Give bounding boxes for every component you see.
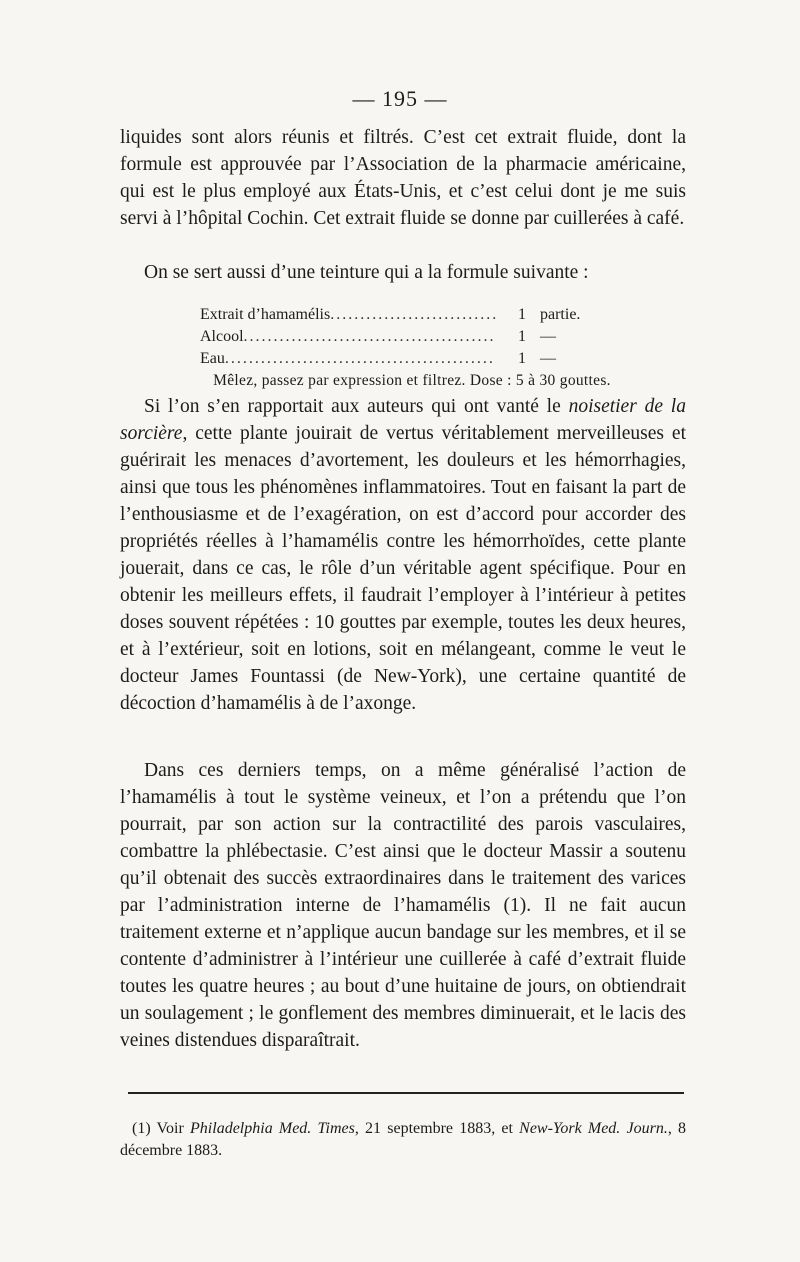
footnote-marker: (1) Voir bbox=[132, 1120, 191, 1137]
paragraph-rest: , cette plante jouirait de vertus véritablement merveilleuses et guérirait les menaces d’avortement, les douleurs et les hémorrhagies, ainsi que tous les phénomènes inflammatoires. Tout en faisant la part de l’enthousiasme et de l’exagération, on est d’accord pour accorder des propriétés réelles à l’hamamélis contre les hémorrhoïdes, cette plante jouerait, dans ce cas, le rôle d’un véritable agent spécifique. Pour en obtenir les meilleurs effets, il faudrait l’employer à l’intérieur à petites doses souvent répétées : 10 gouttes par exemple, toutes les deux heures, et à l’extérieur, soit en lotions, soit en mélangeant, comme le veut le docteur James Fountassi (de New-York), une certaine quantité de décoction d’hamamélis à de l’axonge. bbox=[120, 423, 686, 714]
paragraph-hamamelis-virtues bbox=[120, 393, 686, 717]
recipe-note: Mêlez, passez par expression et filtrez. Dose : 5 à 30 gouttes. bbox=[213, 372, 611, 389]
paragraph-text: liquides sont alors réunis et filtrés. C’est cet extrait fluide, dont la formule est approuvée par l’Association de la pharmacie américaine, qui est le plus employé aux États-Unis, et c’est celui dont je me suis servi à l’hôpital Cochin. Cet extrait fluide se donne par cuillerées à café. bbox=[120, 127, 686, 229]
footnote-journal-1: Philadelphia Med. Times bbox=[190, 1120, 355, 1137]
ingredient-unit: — bbox=[540, 350, 556, 367]
ingredient-unit: — bbox=[540, 328, 556, 345]
footnote-divider bbox=[128, 1092, 684, 1094]
ingredient-qty: 1 bbox=[518, 350, 526, 367]
recipe-row bbox=[200, 304, 620, 326]
ingredient-qty: 1 bbox=[518, 328, 526, 345]
page-number: — 195 — bbox=[352, 86, 448, 111]
paragraph-text: Dans ces derniers temps, on a même généralisé l’action de l’hamamélis à tout le système veineux, et l’on a prétendu que l’on pourrait, par son action sur la contractilité des parois vasculaires, combattre la phlébectasie. C’est ainsi que le docteur Massir a soutenu qu’il obtenait des succès extraordinaires dans le traitement des varices par l’administration interne de l’hamamélis (1). Il ne fait aucun traitement externe et n’applique aucun bandage sur les membres, et il se contente d’administrer à l’intérieur une cuillerée à café d’extrait fluide toutes les quatre heures ; au bout d’une huitaine de jours, on obtiendrait un soulagement ; le gonflement des membres diminuerait, et le lacis des veines distendues disparaîtrait. bbox=[120, 760, 686, 1051]
ingredient-unit: partie. bbox=[540, 306, 581, 323]
paragraph-venous-system bbox=[120, 757, 686, 1054]
footnote-journal-2: New-York Med. Journ. bbox=[519, 1120, 668, 1137]
recipe-row bbox=[200, 348, 620, 370]
ingredient-name: Eau bbox=[200, 350, 225, 367]
ingredient-qty: 1 bbox=[518, 306, 526, 323]
footnote-text bbox=[120, 1118, 686, 1162]
leader-dots bbox=[225, 348, 496, 370]
footnote-middle: , 21 septembre 1883, et bbox=[354, 1120, 520, 1137]
leader-dots bbox=[330, 304, 496, 326]
paragraph-continuation bbox=[120, 124, 686, 232]
leader-dots bbox=[244, 326, 496, 348]
ingredient-name: Extrait d’hamamélis bbox=[200, 306, 331, 323]
paragraph-lead: Si l’on s’en rapportait aux auteurs qui ont vanté le bbox=[144, 396, 569, 417]
recipe-row bbox=[200, 326, 620, 348]
recipe-intro-text: On se sert aussi d’une teinture qui a la formule suivante : bbox=[144, 262, 589, 283]
paragraph-text bbox=[120, 393, 686, 717]
recipe-table bbox=[200, 304, 620, 370]
footnote-end: , 8 décembre 1883. bbox=[120, 1120, 687, 1159]
footnote bbox=[120, 1118, 686, 1162]
recipe-intro bbox=[120, 259, 686, 286]
ingredient-name: Alcool bbox=[200, 328, 244, 345]
italic-term: noisetier de la sorcière bbox=[120, 396, 686, 444]
